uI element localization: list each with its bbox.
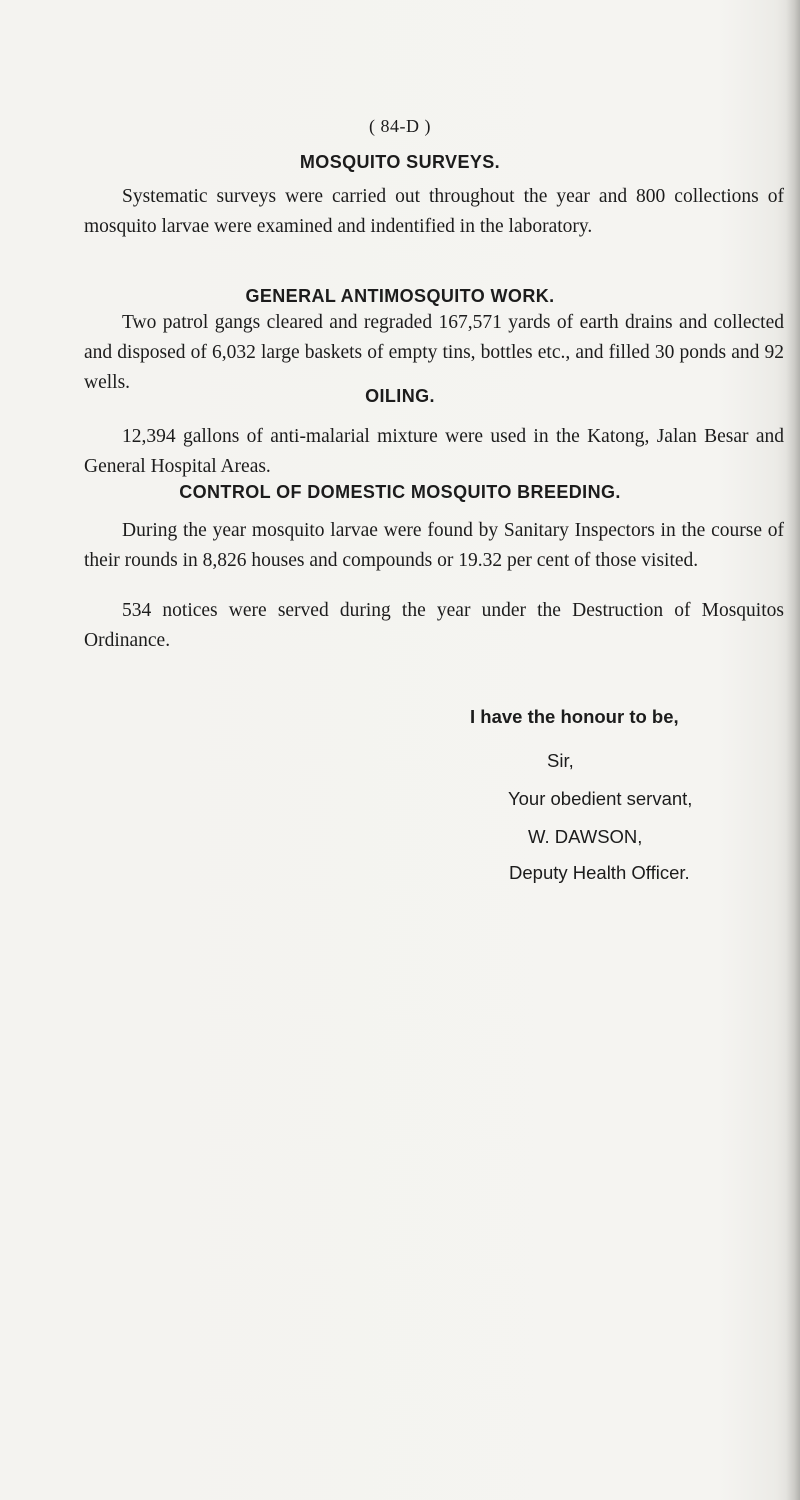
page-number: ( 84-D ) [369,116,431,136]
signature-title: Deputy Health Officer. [509,862,690,883]
section-heading-control-of-domestic-mosquito-breeding: CONTROL OF DOMESTIC MOSQUITO BREEDING. [179,482,621,502]
section-heading-oiling: OILING. [365,386,435,406]
paragraph-control-of-domestic-breeding: During the year mosquito larvae were found by Sanitary Inspectors in the course of their rounds in 8,826 houses and compounds or 19.32 per cent of those visited. [84,520,784,571]
paragraph-oiling: 12,394 gallons of anti-malarial mixture were used in the Katong, Jalan Besar and General Hospital Areas. [84,426,784,477]
closing-salutation: Sir, [547,750,574,771]
section-heading-mosquito-surveys: MOSQUITO SURVEYS. [299,152,501,172]
section-heading-general-antimosquito-work: GENERAL ANTIMOSQUITO WORK. [245,286,555,306]
signature-name: W. DAWSON, [528,826,643,847]
paragraph-general-antimosquito-work: Two patrol gangs cleared and regraded 167,571 yards of earth drains and collected and disposed of 6,032 large baskets of empty tins, bottles etc., and filled 30 ponds and 92 wells. [84,312,784,393]
paragraph-mosquito-surveys: Systematic surveys were carried out throughout the year and 800 collections of mosquito larvae were examined and indentified in the laboratory. [84,186,784,237]
closing-obedient-servant: Your obedient servant, [508,788,693,809]
paragraph-destruction-notices: 534 notices were served during the year under the Destruction of Mosquitos Ordinance. [84,600,784,651]
closing-honour-line: I have the honour to be, [470,706,679,727]
